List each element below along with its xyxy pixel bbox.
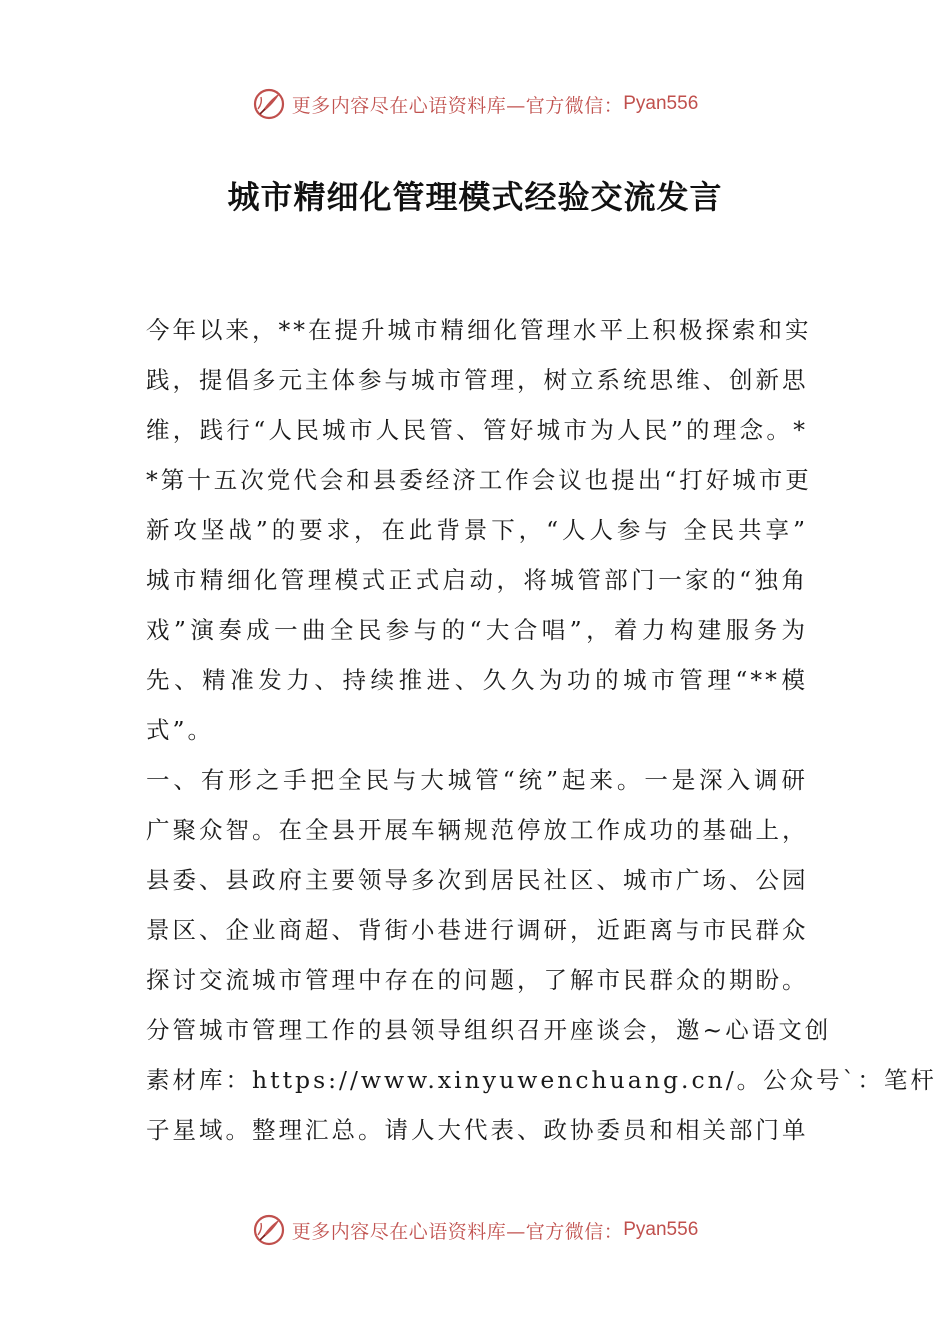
body-line: 城市精细化管理模式正式启动，将城管部门一家的“独角 [146,566,808,594]
document-body [146,305,937,1155]
body-line: 戏”演奏成一曲全民参与的“大合唱”，着力构建服务为 [146,616,808,644]
body-line: 一、有形之手把全民与大城管“统”起来。一是深入调研 [146,766,808,794]
header-watermark-banner [0,84,950,124]
body-line: 今年以来，**在提升城市精细化管理水平上积极探索和实 [146,316,812,344]
body-line: 维，践行“人民城市人民管、管好城市为人民”的理念。* [146,416,808,444]
body-line: 新攻坚战”的要求，在此背景下，“人人参与 全民共享” [146,516,808,544]
watermark-text: 更多内容尽在心语资料库—官方微信： [291,1220,624,1243]
body-line: 先、精准发力、持续推进、久久为功的城市管理“**模 [146,666,808,694]
quill-pen-logo-icon [252,87,286,121]
watermark-text: 更多内容尽在心语资料库—官方微信： [291,94,624,117]
body-line: 探讨交流城市管理中存在的问题，了解市民群众的期盼。 [146,966,809,994]
body-line: 式”。 [146,716,215,744]
body-line: 广聚众智。在全县开展车辆规范停放工作成功的基础上， [146,816,809,844]
body-line: *第十五次党代会和县委经济工作会议也提出“打好城市更 [146,466,812,494]
quill-pen-logo-icon [252,1213,286,1247]
body-line: 分管城市管理工作的县领导组织召开座谈会，邀~心语文创 [146,1016,832,1044]
body-line: 践，提倡多元主体参与城市管理，树立系统思维、创新思 [146,366,809,394]
watermark-wechat-id: Pyan556 [623,93,699,114]
body-line: 县委、县政府主要领导多次到居民社区、城市广场、公园 [146,866,809,894]
footer-watermark-banner [0,1210,950,1250]
body-line: 景区、企业商超、背街小巷进行调研，近距离与市民群众 [146,916,809,944]
watermark-wechat-id: Pyan556 [623,1219,699,1240]
body-line: 子星域。整理汇总。请人大代表、政协委员和相关部门单 [146,1116,809,1144]
body-line: 素材库：https://www.xinyuwenchuang.cn/。公众号`：笔杆 [146,1066,937,1094]
document-title: 城市精细化管理模式经验交流发言 [227,178,723,216]
